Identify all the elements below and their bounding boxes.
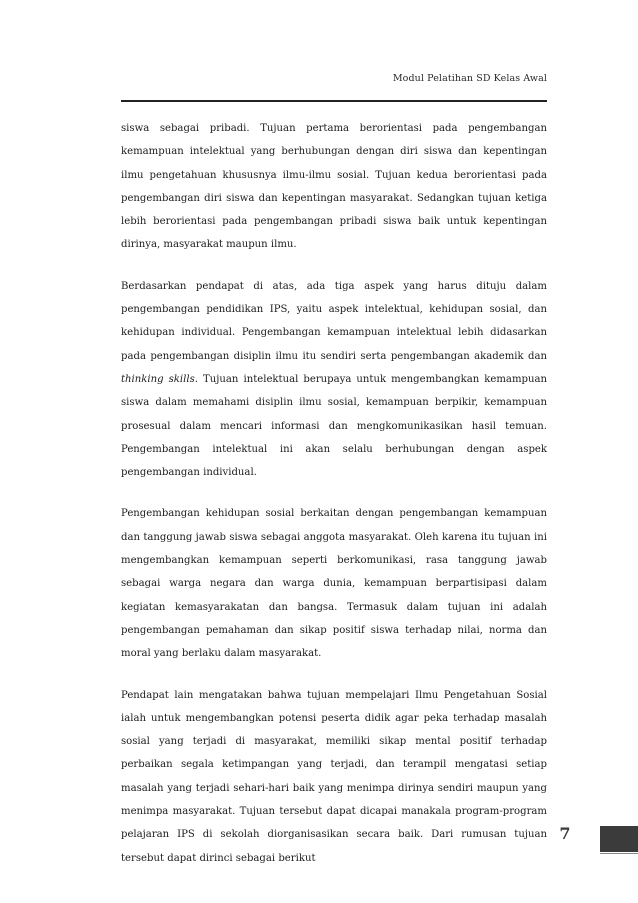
- paragraph: [121, 275, 547, 485]
- page-corner-line: [600, 853, 638, 854]
- body-text: [121, 117, 547, 888]
- paragraph: [121, 117, 547, 257]
- header-title: Modul Pelatihan SD Kelas Awal: [392, 73, 547, 84]
- italic-term: thinking skills: [121, 373, 195, 385]
- paragraph: [121, 684, 547, 870]
- paragraph-text: Pengembangan kehidupan sosial berkaitan dengan pengembangan kemampuan dan tanggung jawab siswa sebagai anggota masyarakat. Oleh karena itu tujuan ini mengembangkan kemampuan seperti berkomunikasi, rasa tanggung jawab sebagai warga negara dan warga dunia, kemampuan berpartisipasi dalam kegiatan kemasyarakatan dan bangsa. Termasuk dalam tujuan ini adalah pengembangan pemahaman dan sikap positif siswa terhadap nilai, norma dan moral yang berlaku dalam masyarakat.: [121, 508, 547, 660]
- paragraph-text: Berdasarkan pendapat di atas, ada tiga aspek yang harus dituju dalam pengembangan pendidikan IPS, yaitu aspek intelektual, kehidupan sosial, dan kehidupan individual. Pengembangan kemampuan intelektual lebih didasarkan pada pengembangan disiplin ilmu itu sendiri serta pengembangan akademik dan: [121, 280, 547, 362]
- paragraph-text: siswa sebagai pribadi. Tujuan pertama berorientasi pada pengembangan kemampuan intelektual yang berhubungan dengan diri siswa dan kepentingan ilmu pengetahuan khususnya ilmu-ilmu sosial. Tujuan kedua berorientasi pada pengembangan diri siswa dan kepentingan masyarakat. Sedangkan tujuan ketiga lebih berorientasi pada pengembangan pribadi siswa baik untuk kepentingan dirinya, masyarakat maupun ilmu.: [121, 123, 547, 251]
- page-number: 7: [559, 824, 571, 843]
- page-corner-tab: [600, 826, 638, 852]
- header-divider: [121, 100, 547, 102]
- paragraph-text: . Tujuan intelektual berupaya untuk mengembangkan kemampuan siswa dalam memahami disiplin ilmu sosial, kemampuan berpikir, kemampuan prosesual dalam mencari informasi dan mengkomunikasikan hasil temuan. Pengembangan intelektual ini akan selalu berhubungan dengan aspek pengembangan individual.: [121, 373, 547, 479]
- paragraph: [121, 502, 547, 665]
- paragraph-text: Pendapat lain mengatakan bahwa tujuan mempelajari Ilmu Pengetahuan Sosial ialah untuk mengembangkan potensi peserta didik agar peka terhadap masalah sosial yang terjadi di masyarakat, memiliki sikap mental positif terhadap perbaikan segala ketimpangan yang terjadi, dan terampil mengatasi setiap masalah yang terjadi sehari-hari baik yang menimpa dirinya sendiri maupun yang menimpa masyarakat. Tujuan tersebut dapat dicapai manakala program-program pelajaran IPS di sekolah diorganisasikan secara baik. Dari rumusan tujuan tersebut dapat dirinci sebagai berikut: [121, 689, 547, 864]
